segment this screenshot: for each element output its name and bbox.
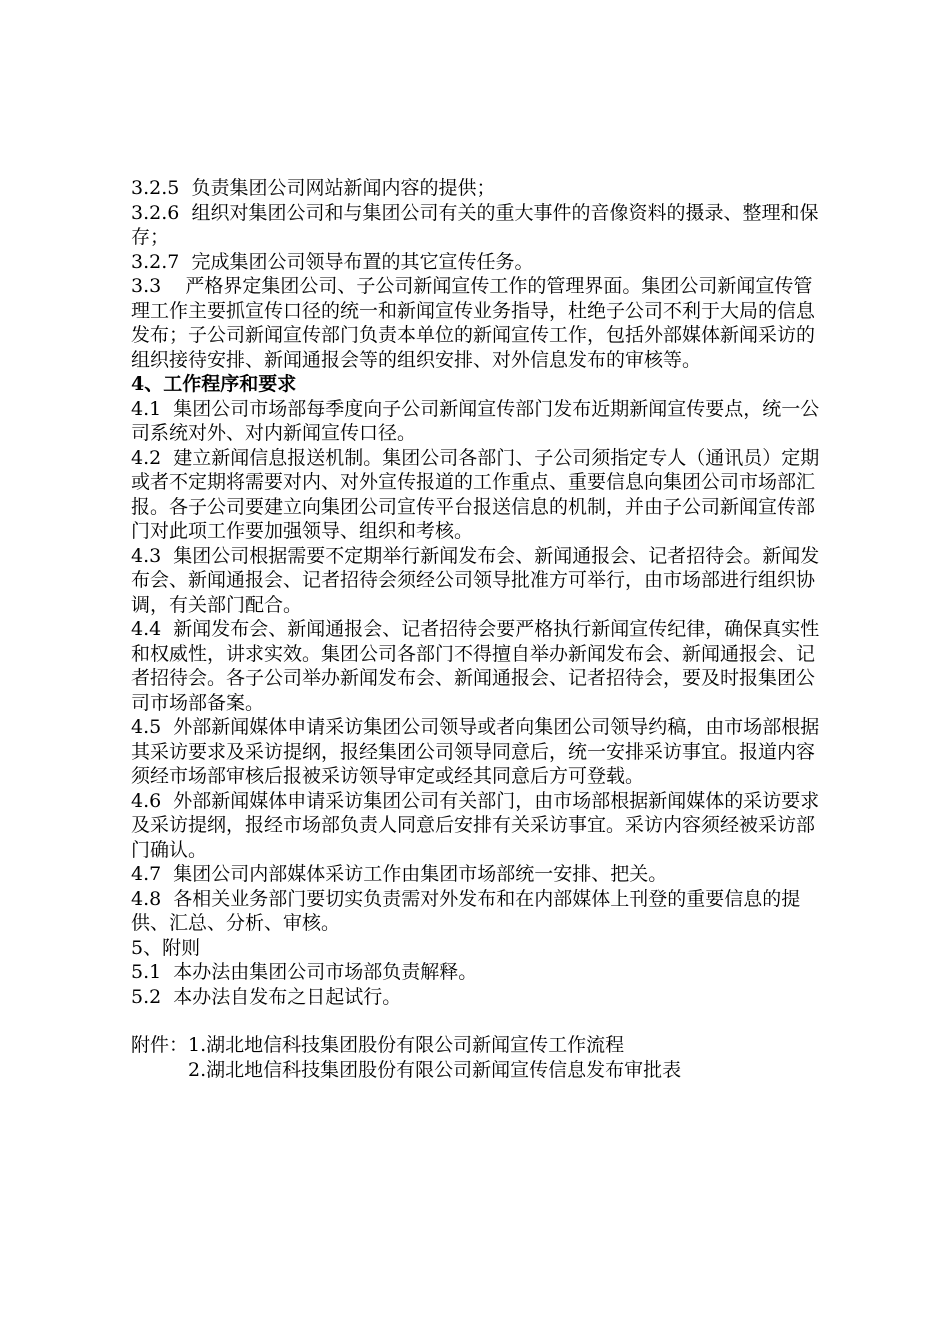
attachments-label: 附件：: [131, 1034, 189, 1056]
clause-number: 3.2.5: [131, 177, 192, 199]
clause-4-8: [131, 887, 831, 936]
clause-number: 3.2.6: [131, 201, 192, 224]
clause-number: 4.8: [131, 887, 174, 910]
section-5-heading: 5、附则: [131, 936, 201, 959]
clause-5-1: [131, 960, 831, 985]
attachments: [131, 1033, 831, 1082]
clause-text: 外部新闻媒体申请采访集团公司有关部门，由市场部根据新闻媒体的采访要求及采访提纲，报经市场部负责人同意后安排有关采访事宜。采访内容须经被采访部门确认。: [131, 789, 820, 861]
clause-text: 建立新闻信息报送机制。集团公司各部门、子公司须指定专人（通讯员）定期或者不定期将需要对内、对外宣传报道的工作重点、重要信息向集团公司市场部汇报。各子公司要建立向集团公司宣传平台报送信息的机制，并由子公司新闻宣传部门对此项工作要加强领导、组织和考核。: [131, 446, 820, 542]
clause-text: 完成集团公司领导布置的其它宣传任务。: [191, 250, 534, 273]
clause-3-2-7: [131, 250, 831, 275]
section-4-heading: 4、工作程序和要求: [131, 373, 297, 395]
clause-5-2: [131, 985, 831, 1010]
clause-4-1: [131, 397, 831, 446]
clause-number: 4.7: [131, 863, 174, 885]
clause-4-6: [131, 789, 831, 863]
clause-number: 5.2: [131, 985, 174, 1008]
clause-text: 本办法自发布之日起试行。: [173, 985, 402, 1008]
clause-text: 集团公司市场部每季度向子公司新闻宣传部门发布近期新闻宣传要点，统一公司系统对外、对内新闻宣传口径。: [131, 397, 820, 444]
clause-number: 4.6: [131, 789, 174, 812]
spacer: [131, 1009, 831, 1033]
clause-number: 4.1: [131, 397, 174, 420]
clause-text: 集团公司内部媒体采访工作由集团市场部统一安排、把关。: [173, 863, 668, 885]
clause-number: 4.2: [131, 446, 174, 469]
clause-number: 4.5: [131, 716, 174, 738]
clause-text: 本办法由集团公司市场部负责解释。: [173, 961, 478, 983]
clause-3-3: [131, 274, 831, 372]
clause-4-2: [131, 446, 831, 544]
clause-text: 新闻发布会、新闻通报会、记者招待会要严格执行新闻宣传纪律，确保真实性和权威性，讲求实效。集团公司各部门不得擅自举办新闻发布会、新闻通报会、记者招待会。各子公司举办新闻发布会、新闻通报会、记者招待会，要及时报集团公司市场部备案。: [131, 618, 820, 714]
clause-4-7: [131, 862, 831, 887]
clause-number: 4.4: [131, 618, 174, 640]
document-page: [131, 176, 831, 1082]
clause-4-3: [131, 544, 831, 618]
clause-text: 各相关业务部门要切实负责需对外发布和在内部媒体上刊登的重要信息的提供、汇总、分析、审核。: [131, 887, 801, 934]
clause-number: 3.2.7: [131, 250, 192, 273]
attachment-item: 1.湖北地信科技集团股份有限公司新闻宣传工作流程: [188, 1034, 625, 1056]
clause-text: 外部新闻媒体申请采访集团公司领导或者向集团公司领导约稿，由市场部根据其采访要求及采访提纲，报经集团公司领导同意后，统一安排采访事宜。报道内容须经市场部审核后报被采访领导审定或经其同意后方可登载。: [131, 716, 820, 787]
clause-text: 集团公司根据需要不定期举行新闻发布会、新闻通报会、记者招待会。新闻发布会、新闻通报会、记者招待会须经公司领导批准方可举行，由市场部进行组织协调，有关部门配合。: [131, 544, 820, 616]
clause-number: 4.3: [131, 544, 174, 567]
attachments-list: [188, 1033, 681, 1082]
attachment-item: 2.湖北地信科技集团股份有限公司新闻宣传信息发布审批表: [188, 1058, 682, 1081]
clause-3-2-5: [131, 176, 831, 201]
clause-text: 严格界定集团公司、子公司新闻宣传工作的管理界面。集团公司新闻宣传管理工作主要抓宣传口径的统一和新闻宣传业务指导，杜绝子公司不利于大局的信息发布；子公司新闻宣传部门负责本单位的新闻宣传工作，包括外部媒体新闻采访的组织接待安排、新闻通报会等的组织安排、对外信息发布的审核等。: [131, 275, 816, 371]
clause-number: 3.3: [131, 275, 186, 297]
clause-3-2-6: [131, 201, 831, 250]
clause-text: 负责集团公司网站新闻内容的提供；: [191, 177, 496, 199]
clause-number: 5.1: [131, 961, 174, 983]
clause-text: 组织对集团公司和与集团公司有关的重大事件的音像资料的摄录、整理和保存；: [131, 201, 819, 248]
clause-4-4: [131, 617, 831, 715]
clause-4-5: [131, 715, 831, 789]
